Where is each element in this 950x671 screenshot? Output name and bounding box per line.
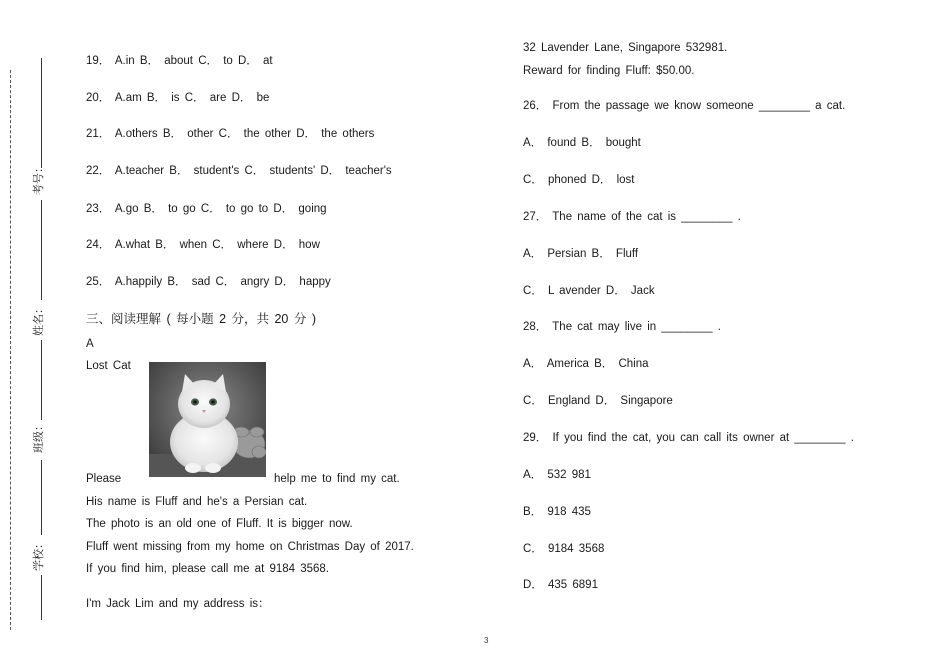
question-28-options-cd: C． England D． Singapore	[523, 395, 673, 407]
binding-dashed-line	[10, 70, 11, 630]
passage-label: A	[86, 338, 94, 350]
cloze-option-24: 24． A.what B． when C． where D． how	[86, 239, 320, 251]
cloze-option-25: 25． A.happily B． sad C． angry D． happy	[86, 276, 331, 288]
question-27-options-cd: C． L avender D． Jack	[523, 285, 655, 297]
cloze-option-20: 20． A.am B． is C． are D． be	[86, 92, 270, 104]
ad-title: Lost Cat	[86, 360, 131, 372]
ad-line-4: If you find him, please call me at 9184 3568.	[86, 563, 330, 575]
ad-address: 32 Lavender Lane, Singapore 532981.	[523, 42, 728, 54]
name-underline	[41, 200, 42, 300]
question-27-options-ab: A． Persian B． Fluff	[523, 248, 639, 260]
ad-line-please: Please	[86, 473, 122, 485]
class-label: 班级：	[33, 420, 45, 453]
ad-line-2: The photo is an old one of Fluff. It is bigger now.	[86, 518, 353, 530]
exam-no-label: 考号：	[33, 162, 45, 195]
cloze-option-19: 19． A.in B． about C． to D． at	[86, 55, 273, 67]
school-underline	[41, 460, 42, 535]
question-28-options-ab: A． America B． China	[523, 358, 649, 370]
question-26-stem: 26． From the passage we know someone ________ a cat.	[523, 100, 846, 112]
question-29-option-c: C． 9184 3568	[523, 543, 605, 555]
exam-no-underline	[41, 58, 42, 168]
question-29-stem: 29． If you find the cat, you can call its owner at ________ .	[523, 432, 854, 444]
page-number: 3	[484, 636, 489, 645]
section-title: 三、阅读理解 ( 每小题 2 分，共 20 分 )	[86, 312, 316, 326]
cloze-option-23: 23． A.go B． to go C． to go to D． going	[86, 203, 327, 215]
question-27-stem: 27． The name of the cat is ________ .	[523, 211, 741, 223]
question-28-stem: 28． The cat may live in ________ .	[523, 321, 721, 333]
ad-reward: Reward for finding Fluff: $50.00.	[523, 65, 695, 77]
ad-address-intro: I'm Jack Lim and my address is：	[86, 598, 270, 610]
question-29-option-d: D． 435 6891	[523, 579, 598, 591]
name-label: 姓名：	[33, 303, 45, 336]
cloze-option-22: 22． A.teacher B． student's C． students' D． teacher's	[86, 165, 392, 177]
ad-line-3: Fluff went missing from my home on Christmas Day of 2017.	[86, 541, 414, 553]
question-29-option-a: A． 532 981	[523, 469, 591, 481]
question-26-options-cd: C． phoned D． lost	[523, 174, 635, 186]
ad-line-1: His name is Fluff and he's a Persian cat.	[86, 496, 308, 508]
cloze-option-21: 21． A.others B． other C． the other D． the others	[86, 128, 375, 140]
question-29-option-b: B． 918 435	[523, 506, 591, 518]
ad-line-please-rest: help me to find my cat.	[274, 473, 400, 485]
class-underline	[41, 340, 42, 420]
cat-photo	[149, 362, 266, 477]
school-label: 学校：	[33, 538, 45, 571]
margin-underline-bottom	[41, 575, 42, 620]
question-26-options-ab: A． found B． bought	[523, 137, 641, 149]
